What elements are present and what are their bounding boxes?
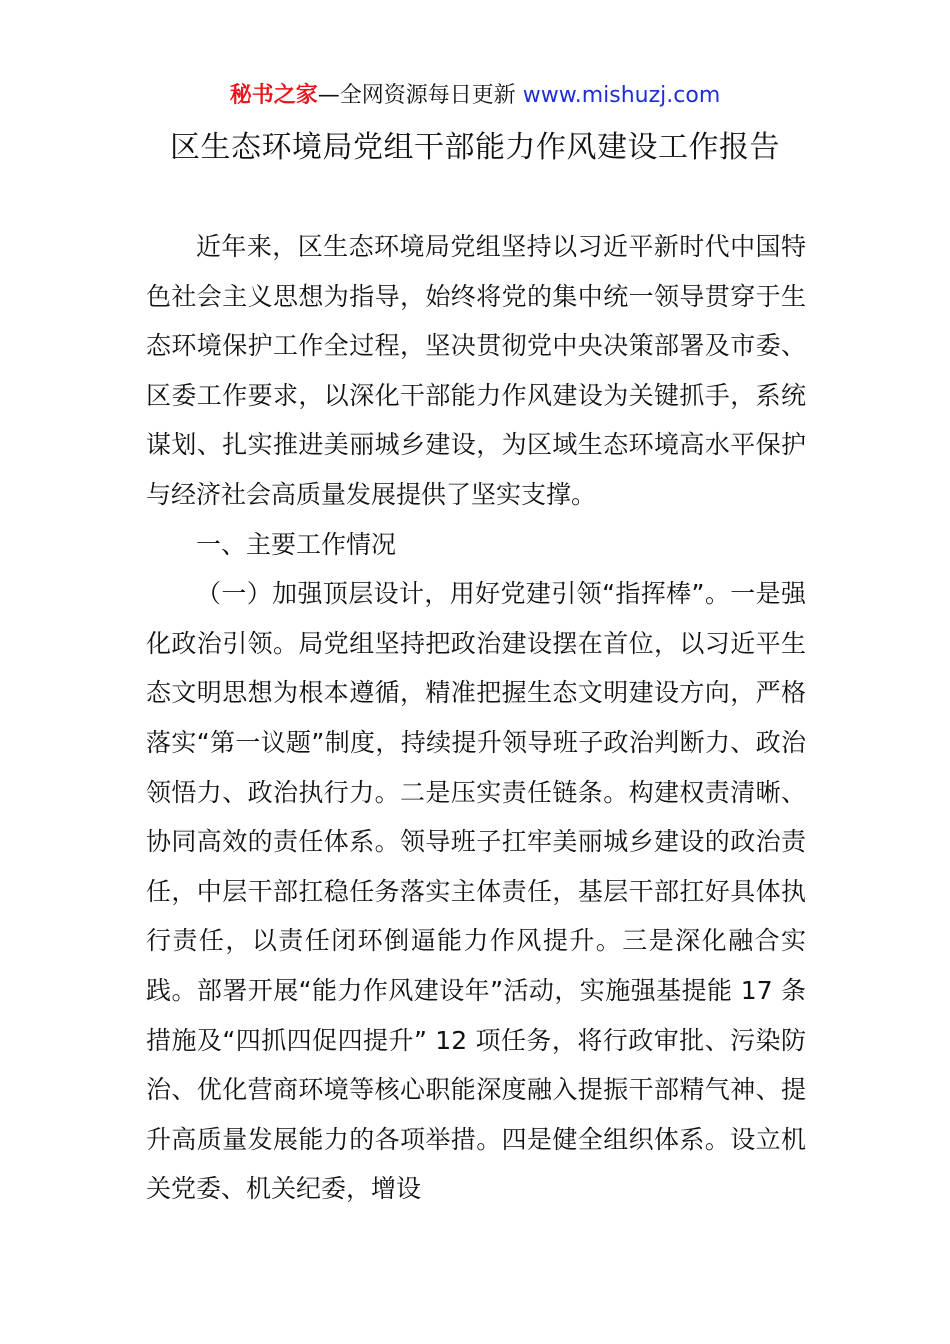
document-title: 区生态环境局党组干部能力作风建设工作报告 bbox=[170, 130, 780, 165]
section-heading: 一、主要工作情况 bbox=[196, 529, 397, 559]
brand-name: 秘书之家 bbox=[229, 83, 318, 108]
document-body bbox=[146, 222, 806, 1214]
site-url[interactable]: www.mishuzj.com bbox=[522, 83, 721, 108]
site-header bbox=[0, 80, 950, 112]
intro-paragraph: 近年来，区生态环境局党组坚持以习近平新时代中国特色社会主义思想为指导，始终将党的集中统一领导贯穿于生态环境保护工作全过程，坚决贯彻党中央决策部署及市委、区委工作要求，以深化干部能力作风建设为关键抓手，系统谋划、扎实推进美丽城乡建设，为区域生态环境高水平保护与经济社会高质量发展提供了坚实支撑。 bbox=[146, 232, 806, 509]
header-slogan: —全网资源每日更新 bbox=[317, 83, 516, 108]
section-paragraph: （一）加强顶层设计，用好党建引领“指挥棒”。一是强化政治引领。局党组坚持把政治建设摆在首位，以习近平生态文明思想为根本遵循，精准把握生态文明建设方向，严格落实“第一议题”制度，持续提升领导班子政治判断力、政治领悟力、政治执行力。二是压实责任链条。构建权责清晰、协同高效的责任体系。领导班子扛牢美丽城乡建设的政治责任，中层干部扛稳任务落实主体责任，基层干部扛好具体执行责任，以责任闭环倒逼能力作风提升。三是深化融合实践。部署开展“能力作风建设年”活动，实施强基提能 17 条措施及“四抓四促四提升” 12 项任务，将行政审批、污染防治、优化营商环境等核心职能深度融入提振干部精气神、提升高质量发展能力的各项举措。四是健全组织体系。设立机关党委、机关纪委，增设 bbox=[146, 579, 806, 1204]
